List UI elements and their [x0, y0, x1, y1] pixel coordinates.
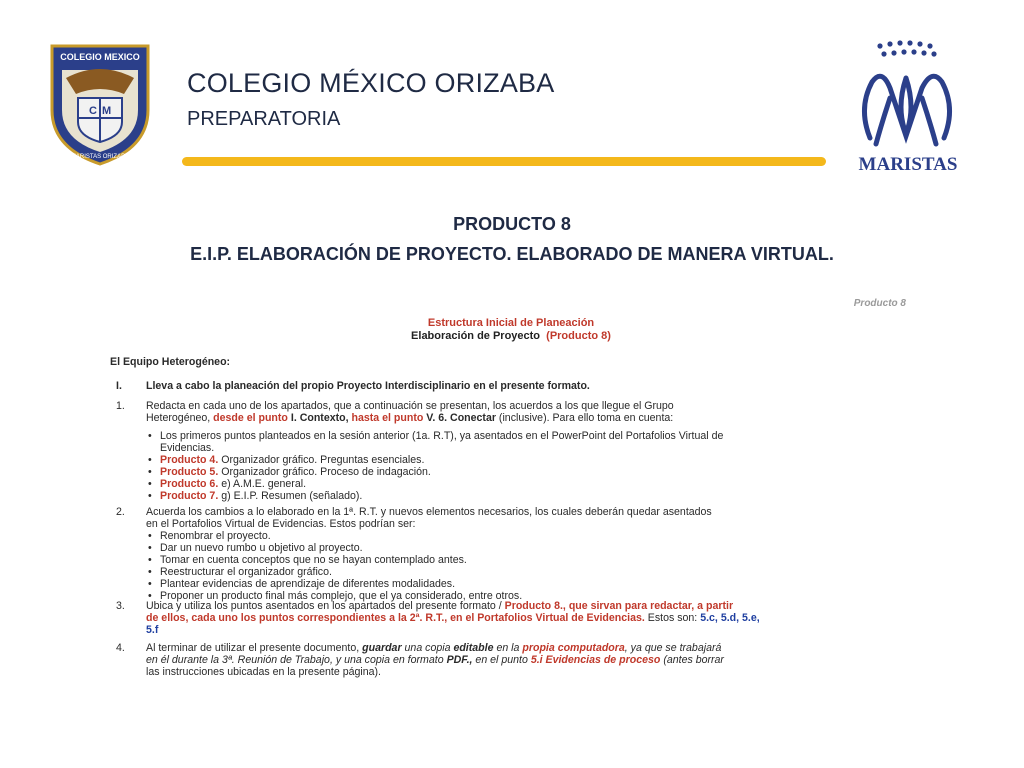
item-text: de ellos, cada uno los puntos correspondientes a la 2ª. R.T., en el Portafolios Virtual de Evidencias. Estos son: 5.c, 5.d, 5.e, — [146, 612, 760, 624]
bullet-item: • Reestructurar el organizador gráfico. — [160, 566, 332, 578]
doc-heading: Estructura Inicial de Planeación — [427, 317, 595, 329]
svg-text:M: M — [102, 105, 112, 117]
bullet-item: • Tomar en cuenta conceptos que no se hayan contemplado antes. — [160, 554, 467, 566]
svg-text:C: C — [89, 105, 97, 117]
svg-text:COLEGIO MEXICO: COLEGIO MEXICO — [60, 52, 140, 62]
item-text: Acuerda los cambios a lo elaborado en la 1ª. R.T. y nuevos elementos necesarios, los cuales deberán quedar asentados — [146, 506, 712, 518]
product-subtitle: E.I.P. ELABORACIÓN DE PROYECTO. ELABORADO DE MANERA VIRTUAL. — [190, 244, 834, 264]
bullet-item: • Producto 6. e) A.M.E. general. — [160, 478, 306, 490]
bullet-item-cont: Evidencias. — [160, 442, 215, 454]
school-level: PREPARATORIA — [187, 108, 341, 130]
item-text: Heterogéneo, desde el punto I. Contexto, hasta el punto V. 6. Conectar (inclusive). Para ello toma en cuenta: — [146, 412, 674, 424]
bullet-item: • Los primeros puntos planteados en la sesión anterior (1a. R.T), ya asentados en el PowerPoint del Portafolios Virtual de — [160, 430, 723, 442]
item-number: 3. — [116, 600, 125, 612]
bullet-item: • Plantear evidencias de aprendizaje de diferentes modalidades. — [160, 578, 455, 590]
product-title: PRODUCTO 8 — [453, 214, 571, 234]
doc-product-tag: Producto 8 — [853, 298, 906, 309]
bullet-item: • Renombrar el proyecto. — [160, 530, 271, 542]
bullet-item: • Producto 7. g) E.I.P. Resumen (señalado). — [160, 490, 362, 502]
school-crest-logo — [44, 40, 156, 168]
maristas-logo — [846, 38, 970, 178]
item-text: Redacta en cada uno de los apartados, que a continuación se presentan, los acuerdos a los que llegue el Grupo — [146, 400, 674, 412]
item-text: Lleva a cabo la planeación del propio Proyecto Interdisciplinario en el presente formato. — [146, 380, 590, 392]
item-text: Ubica y utiliza los puntos asentados en los apartados del presente formato / Producto 8., que sirvan para redactar, a partir — [146, 600, 734, 612]
item-text: en el Portafolios Virtual de Evidencias. Estos podrían ser: — [146, 518, 416, 530]
school-name: COLEGIO MÉXICO ORIZABA — [187, 68, 555, 98]
doc-team-label: El Equipo Heterogéneo: — [110, 356, 231, 368]
doc-subheading: Elaboración de Proyecto (Producto 8) — [411, 330, 611, 342]
svg-text:MARISTAS: MARISTAS — [858, 154, 958, 175]
item-number: 2. — [116, 506, 125, 518]
svg-text:MARISTAS ORIZABA: MARISTAS ORIZABA — [70, 154, 130, 160]
bullet-item: • Proponer un producto final más complejo, que el ya considerado, entre otros. — [160, 590, 522, 602]
bullet-item: • Producto 5. Organizador gráfico. Proceso de indagación. — [160, 466, 431, 478]
item-text: 5.f — [146, 624, 159, 636]
item-text: Al terminar de utilizar el presente documento, guardar una copia editable en la propia computadora, ya que se trabajará — [146, 642, 722, 654]
header-divider-bar — [182, 157, 826, 166]
bullet-item: • Dar un nuevo rumbo u objetivo al proyecto. — [160, 542, 363, 554]
item-number: 4. — [116, 642, 125, 654]
planning-document — [108, 296, 914, 688]
item-number: I. — [116, 380, 122, 392]
item-number: 1. — [116, 400, 125, 412]
item-text: en él durante la 3ª. Reunión de Trabajo, y una copia en formato PDF., en el punto 5.i Evidencias de proceso (antes borrar — [146, 654, 724, 666]
bullet-item: • Producto 4. Organizador gráfico. Preguntas esenciales. — [160, 454, 424, 466]
item-text: las instrucciones ubicadas en la presente página). — [146, 666, 381, 678]
